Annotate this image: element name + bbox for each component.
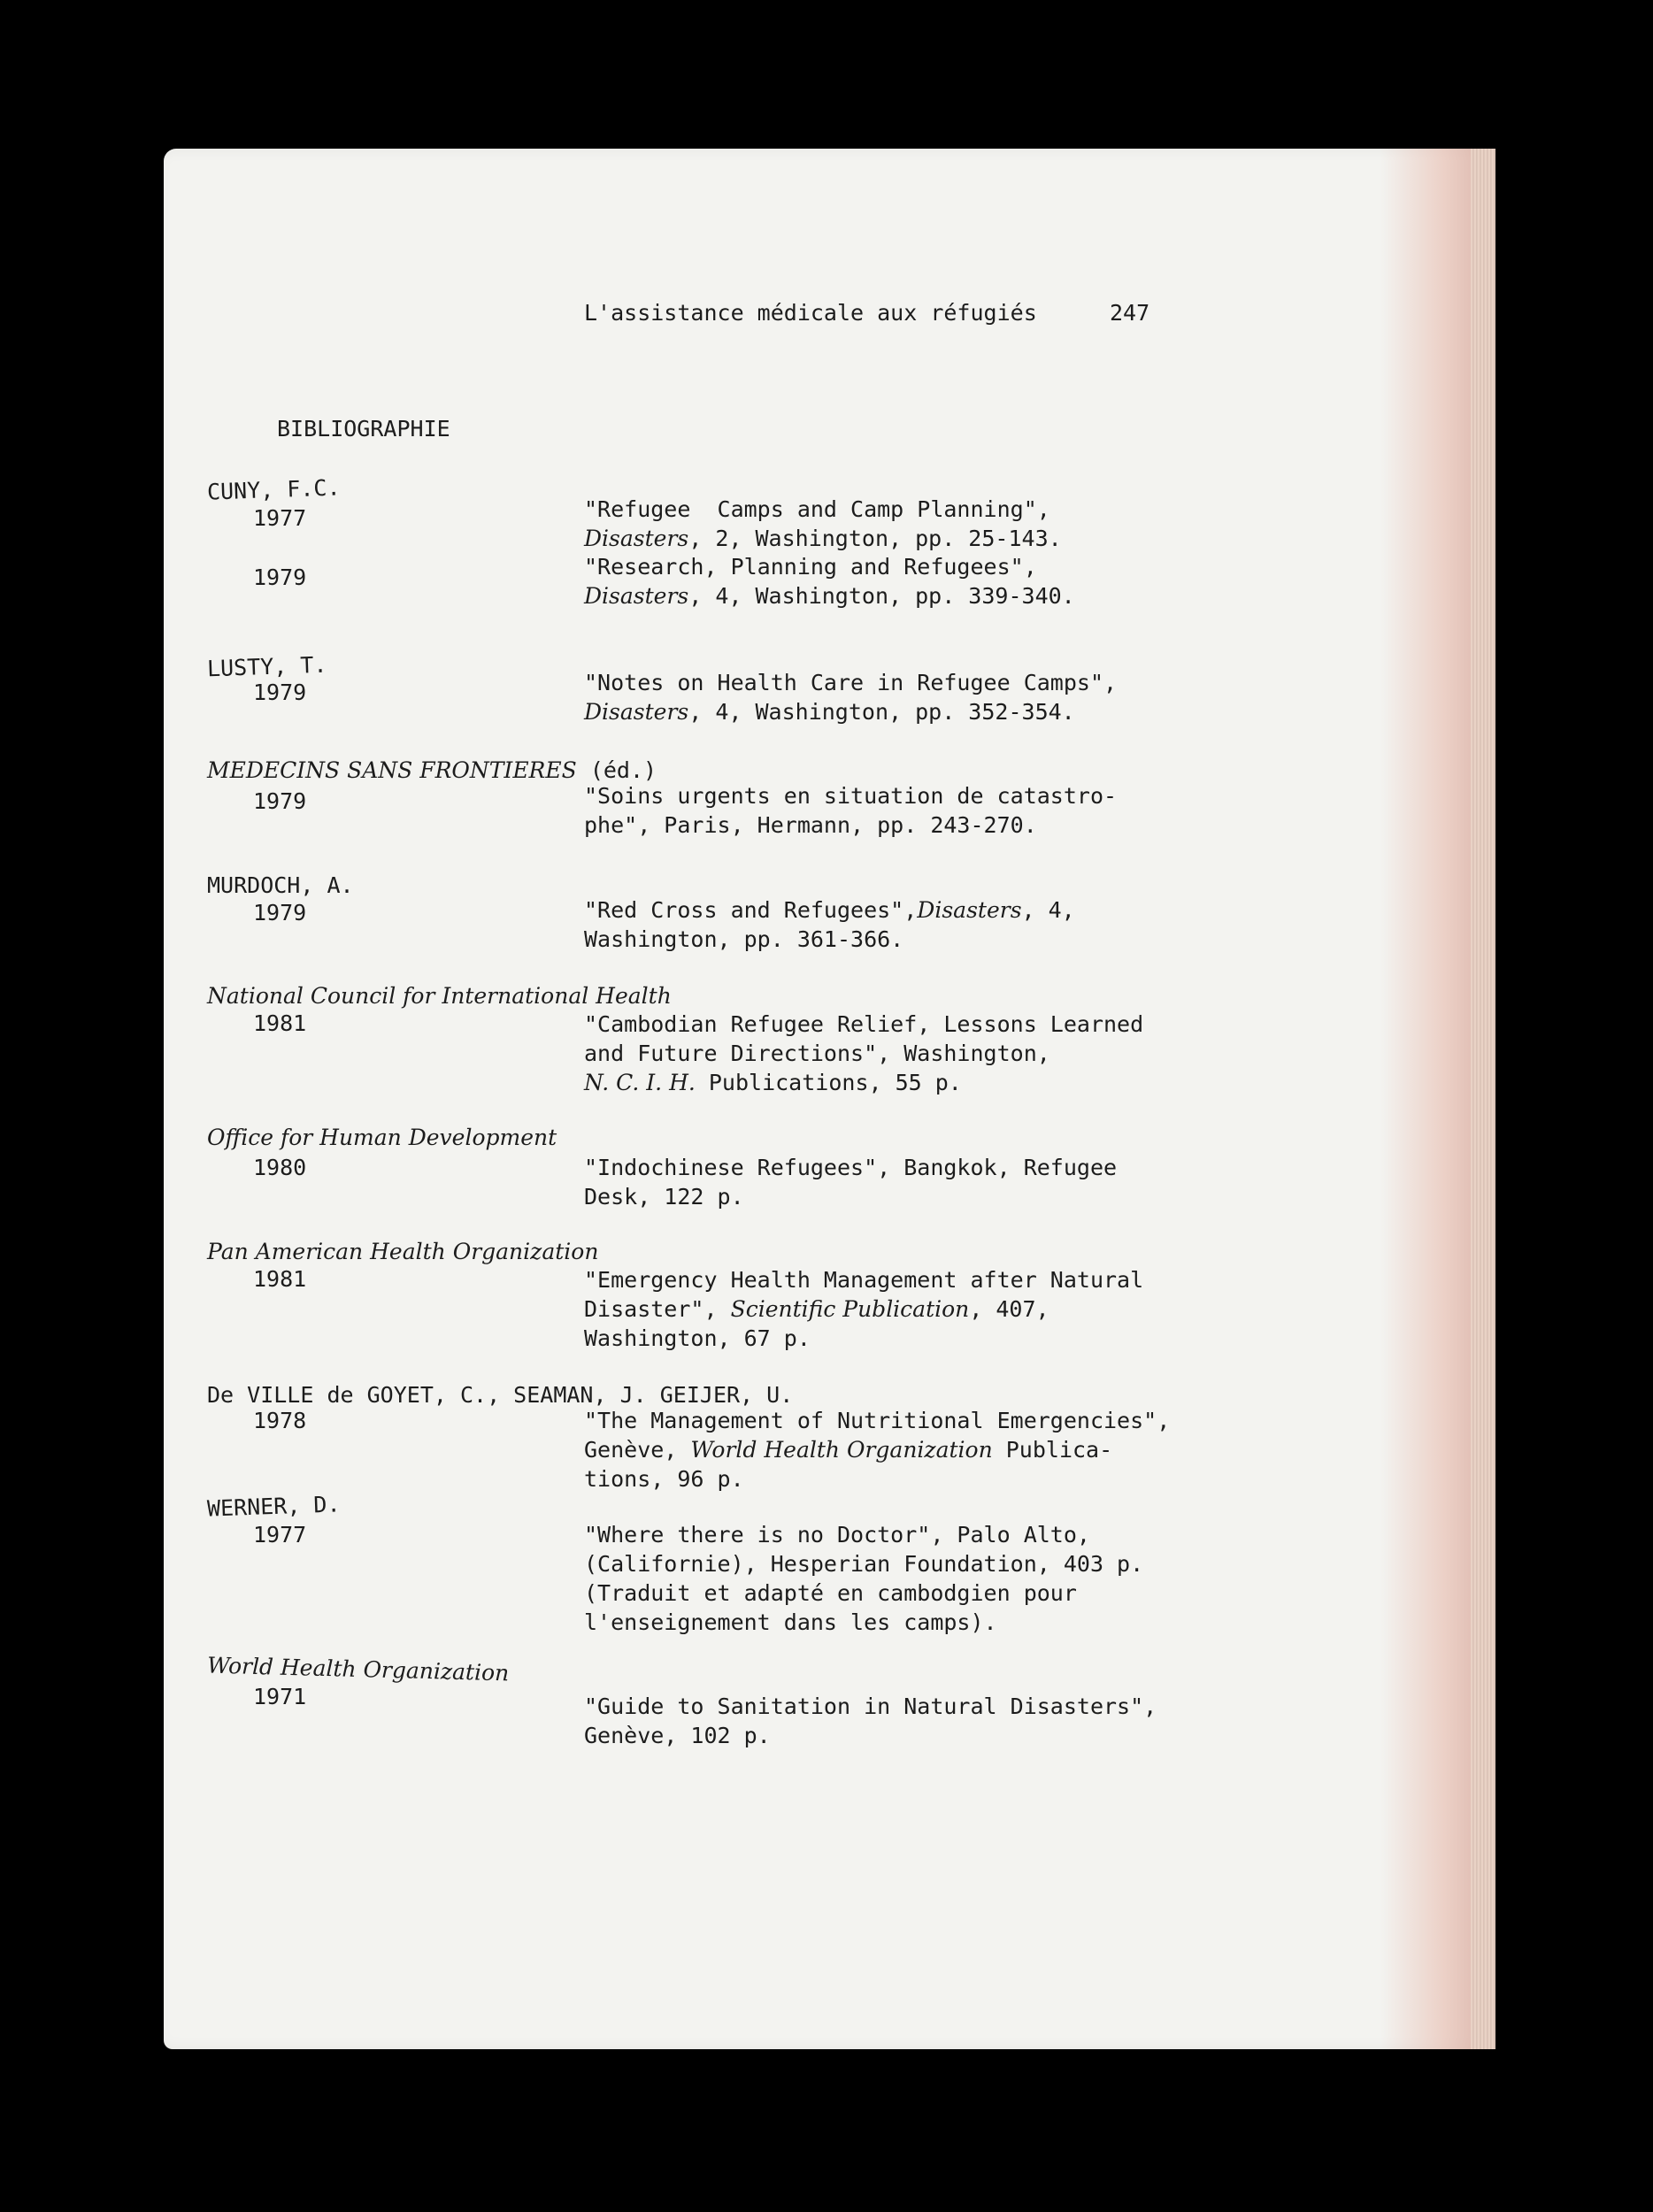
reference-line: (Californie), Hesperian Foundation, 403 p.: [584, 1551, 1144, 1577]
reference-line: "Notes on Health Care in Refugee Camps",: [584, 670, 1118, 695]
reference-line: Disasters, 4, Washington, pp. 352-354.: [584, 699, 1075, 725]
author: CUNY, F.C.: [206, 474, 341, 505]
year: 1977: [253, 1522, 307, 1548]
year: 1980: [253, 1155, 307, 1180]
year: 1981: [253, 1266, 307, 1292]
year: 1979: [253, 788, 307, 814]
reference-line: "Soins urgents en situation de catastro-: [584, 783, 1118, 809]
running-title: L'assistance médicale aux réfugiés: [584, 300, 1037, 326]
reference-line: Genève, World Health Organization Publica-: [584, 1437, 1113, 1463]
year: 1978: [253, 1408, 307, 1433]
author: WERNER, D.: [206, 1491, 341, 1522]
author: MEDECINS SANS FRONTIERES (éd.): [207, 757, 657, 783]
reference-line: tions, 96 p.: [584, 1466, 744, 1492]
reference-line: "Emergency Health Management after Natural: [584, 1267, 1144, 1293]
author: Office for Human Development: [207, 1125, 557, 1150]
reference-line: Washington, 67 p.: [584, 1325, 811, 1351]
year: 1971: [253, 1684, 307, 1709]
reference-line: phe", Paris, Hermann, pp. 243-270.: [584, 812, 1037, 838]
reference-line: Disasters, 4, Washington, pp. 339-340.: [584, 583, 1075, 609]
year: 1981: [253, 1010, 307, 1036]
reference-line: "Guide to Sanitation in Natural Disasters",: [584, 1694, 1157, 1719]
reference-line: Washington, pp. 361-366.: [584, 926, 904, 952]
reference-line: Disasters, 2, Washington, pp. 25-143.: [584, 526, 1062, 551]
reference-line: "Cambodian Refugee Relief, Lessons Learned: [584, 1011, 1144, 1037]
reference-line: Genève, 102 p.: [584, 1723, 771, 1748]
reference-line: "Where there is no Doctor", Palo Alto,: [584, 1522, 1090, 1548]
author: MURDOCH, A.: [207, 872, 354, 898]
page-number: 247: [1110, 300, 1150, 326]
page-edge-tint: [1380, 149, 1471, 2049]
author: LUSTY, T.: [206, 651, 327, 682]
year: 1979: [253, 680, 307, 705]
reference-line: "The Management of Nutritional Emergencies",: [584, 1408, 1171, 1433]
author: Pan American Health Organization: [207, 1239, 599, 1264]
year: 1977: [253, 505, 307, 531]
reference-line: (Traduit et adapté en cambodgien pour: [584, 1580, 1077, 1606]
author: De VILLE de GOYET, C., SEAMAN, J. GEIJER, U.: [207, 1382, 794, 1408]
reference-line: "Red Cross and Refugees",Disasters, 4,: [584, 897, 1075, 923]
reference-line: "Indochinese Refugees", Bangkok, Refugee: [584, 1155, 1118, 1180]
reference-line: "Research, Planning and Refugees",: [584, 554, 1037, 580]
reference-line: N. C. I. H. Publications, 55 p.: [584, 1070, 962, 1095]
reference-line: and Future Directions", Washington,: [584, 1041, 1050, 1066]
year: 1979: [253, 565, 307, 590]
reference-line: l'enseignement dans les camps).: [584, 1609, 997, 1635]
author: World Health Organization: [206, 1652, 510, 1686]
reference-line: Desk, 122 p.: [584, 1184, 744, 1210]
reference-line: "Refugee Camps and Camp Planning",: [584, 496, 1050, 522]
year: 1979: [253, 900, 307, 926]
reference-line: Disaster", Scientific Publication, 407,: [584, 1296, 1049, 1322]
author: National Council for International Health: [207, 983, 672, 1009]
section-title: BIBLIOGRAPHIE: [277, 416, 450, 442]
book-page-edges: [1471, 149, 1495, 2049]
